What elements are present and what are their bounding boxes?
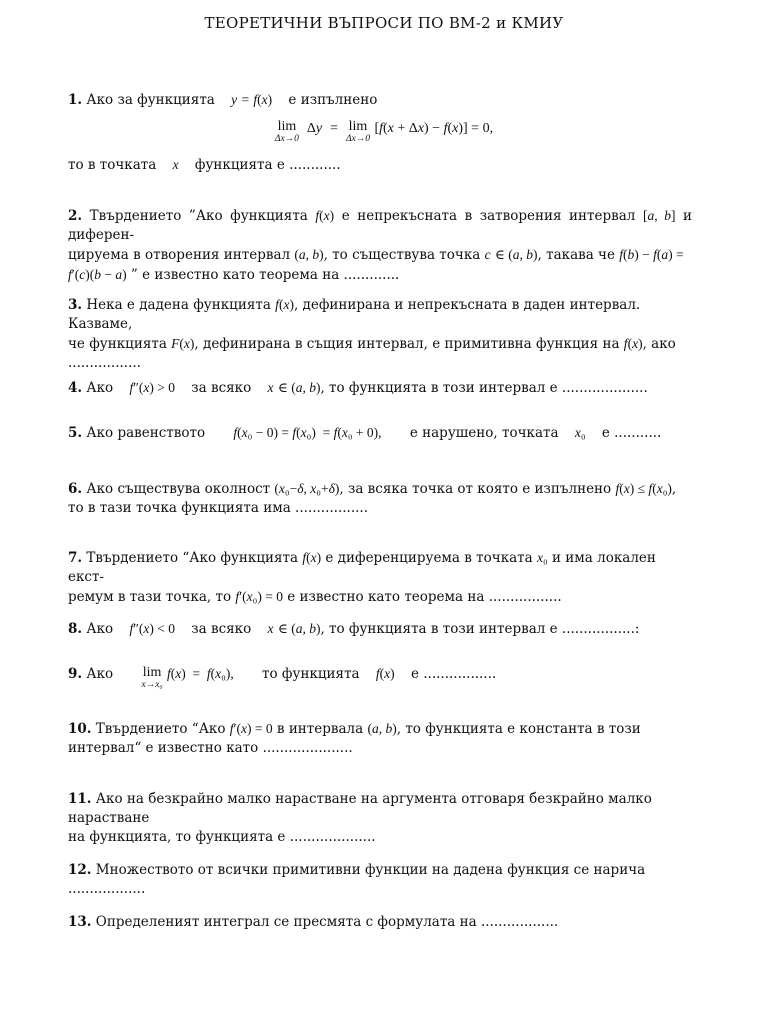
question-1-continued: то в точката x функцията е ............ [68,157,341,173]
question-number: 6. [68,481,83,497]
question-number: 9. [68,666,83,682]
question-text: функцията е ............ [194,157,341,173]
question-number: 13. [68,914,92,930]
question-number: 10. [68,721,92,737]
question-number: 4. [68,380,83,396]
question-12: 12. Множеството от всички примитивни функции на дадена функция се нарича .................. [68,862,646,897]
document-title: ТЕОРЕТИЧНИ ВЪПРОСИ ПО ВМ-2 и КМИУ [204,14,564,32]
question-number: 11. [68,791,92,807]
question-13: 13. Определеният интеграл се пресмята с формулата на .................. [68,914,559,930]
question-4: 4. Ако f″(x) > 0 за всяко x ∈ (a, b), то функцията в този интервал е .................... [68,380,648,396]
question-8: 8. Ако f″(x) < 0 за всяко x ∈ (a, b), то функцията в този интервал е .................: [68,621,640,637]
question-number: 3. [68,297,83,313]
display-formula-limit: lim Δx→0 Δy = lim Δx→0 [f(x + Δx) − f(x)] = 0, [274,119,494,144]
question-7: 7. Твърдението “Ако функцията f(x) е диференцируема в точката x₀ и има локален екст- ремум в тази точка, то f′(x₀) = 0 е известно като теорема на ................. [68,550,656,605]
question-10: 10. Твърдението “Ако f′(x) = 0 в интервала (a, b), то функцията е константа в този интервал“ е известно като ..................... [68,721,641,756]
limit-operator: lim Δx→0 [345,119,370,144]
question-number: 1. [68,92,83,108]
question-6: 6. Ако съществува околност (x₀−δ, x₀+δ), за всяка точка от която е изпълнено f(x) ≤ f(x₀), то в тази точка функцията има ................. [68,481,677,516]
question-number: 12. [68,862,92,878]
question-number: 2. [68,208,83,224]
question-text: то в точката [68,157,157,173]
question-9: 9. Ако lim x→x₀ f(x) = f(x₀), то функцията f(x) е ................. [68,665,497,690]
question-3: 3. Нека е дадена функцията f(x), дефинирана и непрекъсната в даден интервал. Казваме, че функцията F(x), дефинирана в същия интервал, е примитивна функция на f(x), ако ................. [68,297,676,371]
question-text: е изпълнено [288,92,378,108]
question-text: Ако за функцията [86,92,215,108]
limit-operator: lim Δx→0 [274,119,299,144]
question-1: 1. Ако за функцията y = f(x) е изпълнено [68,92,378,108]
question-2: 2. Твърдението ”Ако функцията f(x) е непрекъсната в затворения интервал [a, b] и диферен- цируема в отворения интервал (a, b), то съществува точка c ∈ (a, b), такава че f(b) − f(a) = f′(c)(b − a) ” е известно като теорема на ............. [68,208,693,283]
formula: y [231,92,238,107]
question-5: 5. Ако равенството f(x₀ − 0) = f(x₀) = f(x₀ + 0), е нарушено, точката x₀ е ........... [68,425,662,441]
question-number: 8. [68,621,83,637]
limit-operator: lim x→x₀ [141,665,163,690]
question-number: 5. [68,425,83,441]
question-number: 7. [68,550,83,566]
question-11: 11. Ако на безкрайно малко нарастване на аргумента отговаря безкрайно малко нарастване на функцията, то функцията е .................... [68,791,652,845]
